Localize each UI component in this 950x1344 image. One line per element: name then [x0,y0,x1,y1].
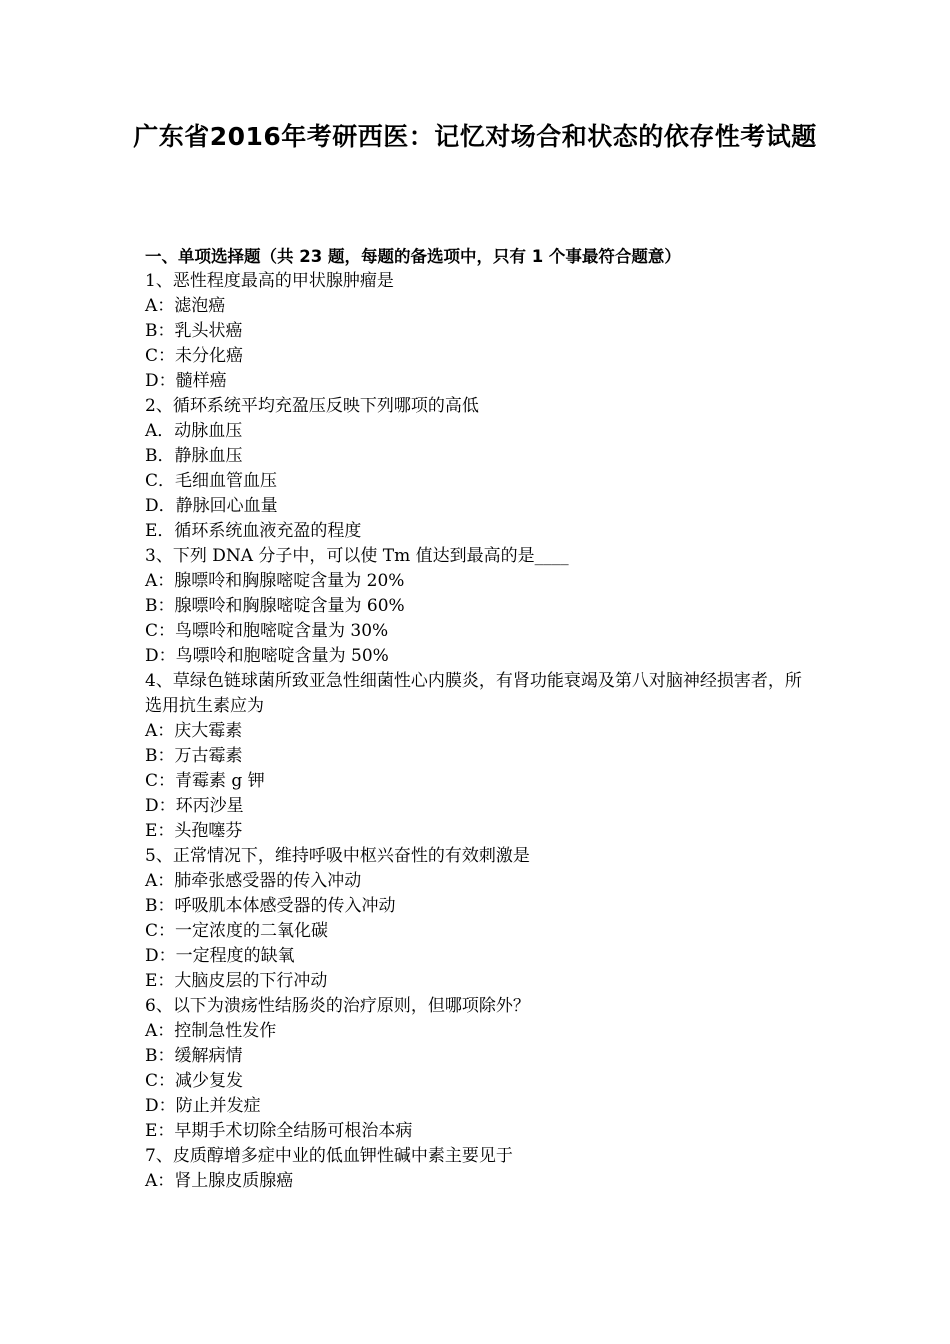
option-item: D：髓样癌 [145,371,227,391]
option-item: E：大脑皮层的下行冲动 [145,971,328,991]
option-item: C：青霉素 g 钾 [145,771,265,791]
option-item: D：防止并发症 [145,1096,261,1116]
option-item: A：肺牵张感受器的传入冲动 [145,871,362,891]
option-item: C：减少复发 [145,1071,244,1091]
option-item: B：缓解病情 [145,1046,243,1066]
option-item: E：头孢噻芬 [145,821,243,841]
question-stem: 6、以下为溃疡性结肠炎的治疗原则，但哪项除外？ [145,996,530,1016]
option-item: A：肾上腺皮质腺癌 [145,1171,294,1191]
option-item: C：未分化癌 [145,346,244,366]
option-item: B：乳头状癌 [145,321,243,341]
option-item: D：鸟嘌呤和胞嘧啶含量为 50% [145,646,389,666]
section-header: 一、单项选择题（共 23 题，每题的备选项中，只有 1 个事最符合题意） [145,247,681,266]
option-item: B．静脉血压 [145,446,243,466]
option-item: D：环丙沙星 [145,796,244,816]
question-stem: 1、恶性程度最高的甲状腺肿瘤是 [145,271,394,291]
question-stem: 2、循环系统平均充盈压反映下列哪项的高低 [145,396,479,416]
option-item: D：一定程度的缺氧 [145,946,295,966]
document-body [145,244,815,1194]
question-7 [145,1144,815,1194]
question-stem: 3、下列 DNA 分子中，可以使 Tm 值达到最高的是____ [145,546,569,566]
option-item: A．动脉血压 [145,421,243,441]
option-item: C：一定浓度的二氧化碳 [145,921,329,941]
question-5 [145,844,815,994]
question-2 [145,394,815,544]
question-stem: 4、草绿色链球菌所致亚急性细菌性心内膜炎，有肾功能衰竭及第八对脑神经损害者，所选用抗生素应为 [145,671,802,716]
option-item: B：呼吸肌本体感受器的传入冲动 [145,896,396,916]
option-item: A：滤泡癌 [145,296,226,316]
option-item: A：控制急性发作 [145,1021,277,1041]
option-item: A：腺嘌呤和胸腺嘧啶含量为 20% [145,571,405,591]
question-3 [145,544,815,669]
option-item: E：早期手术切除全结肠可根治本病 [145,1121,413,1141]
question-stem: 7、皮质醇增多症中业的低血钾性碱中素主要见于 [145,1146,513,1166]
option-item: B：万古霉素 [145,746,243,766]
question-4 [145,669,815,844]
question-stem: 5、正常情况下，维持呼吸中枢兴奋性的有效刺激是 [145,846,530,866]
option-item: A：庆大霉素 [145,721,243,741]
option-item: C：鸟嘌呤和胞嘧啶含量为 30% [145,621,389,641]
question-1 [145,269,815,394]
question-6 [145,994,815,1144]
option-item: E．循环系统血液充盈的程度 [145,521,362,541]
option-item: C．毛细血管血压 [145,471,278,491]
option-item: B：腺嘌呤和胸腺嘧啶含量为 60% [145,596,405,616]
option-item: D．静脉回心血量 [145,496,278,516]
document-title: 广东省2016年考研西医：记忆对场合和状态的依存性考试题 [133,122,817,151]
